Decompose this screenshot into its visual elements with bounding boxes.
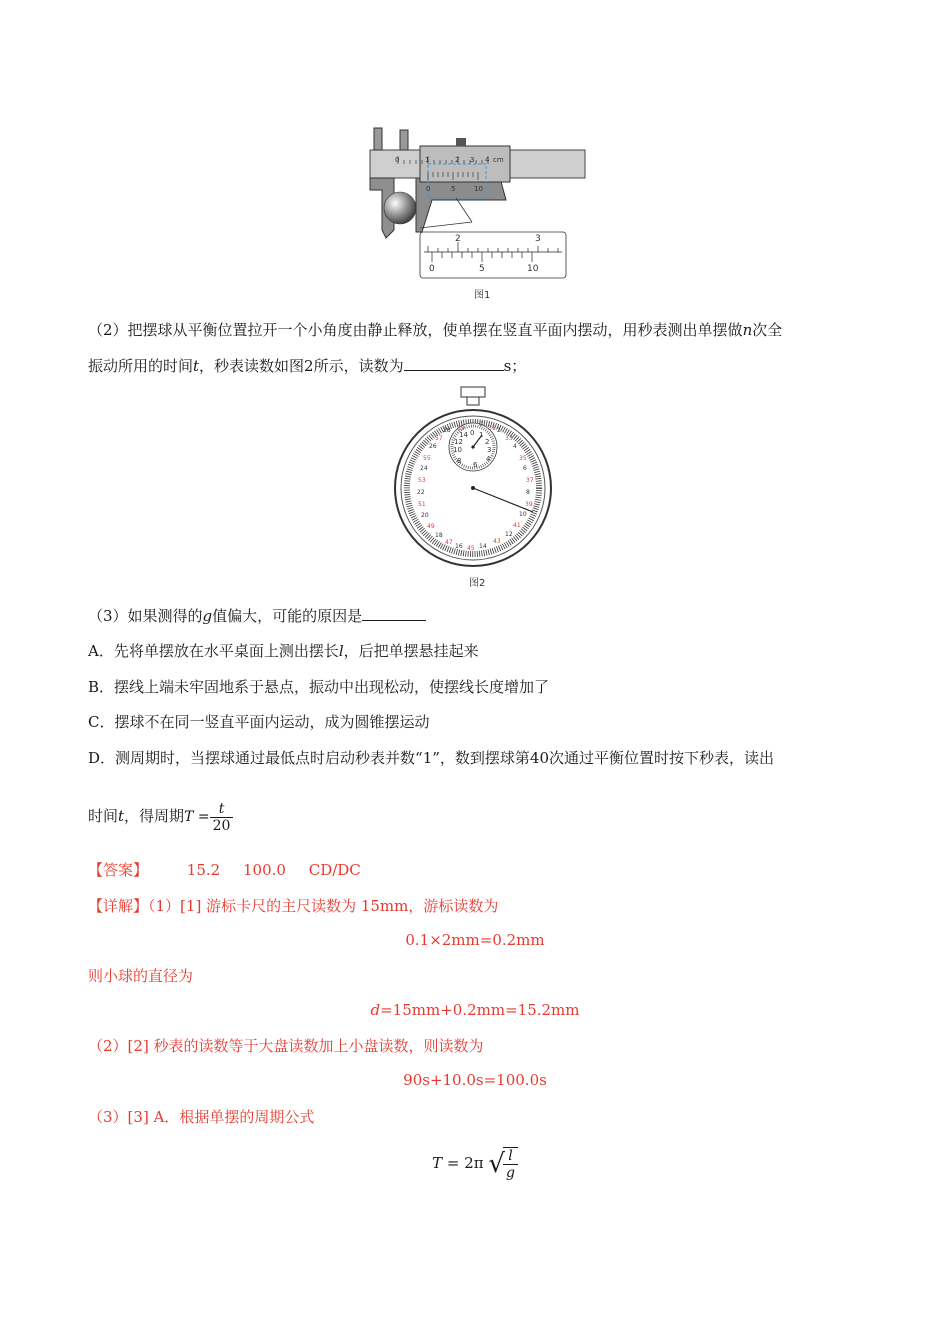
detail-eq-2: d=15mm+0.2mm=15.2mm bbox=[370, 1001, 580, 1019]
vernier-label: 5 bbox=[451, 185, 456, 193]
formula-fraction: $\frac{t}{20}$ bbox=[210, 801, 234, 834]
detail-p1: 【详解】（1）[1] 游标卡尺的主尺读数为 15mm，游标读数为 bbox=[88, 897, 499, 915]
answer-line bbox=[88, 860, 361, 880]
outer-dial-red-label: 49 bbox=[427, 523, 435, 530]
figure-2-stopwatch bbox=[393, 385, 553, 570]
inner-dial-label: 10 bbox=[453, 446, 462, 454]
zoom-vernier-label: 10 bbox=[527, 264, 539, 274]
sqrt-sign: √ bbox=[488, 1149, 505, 1179]
detail-p3: （2）[2] 秒表的读数等于大盘读数加上小盘读数，则读数为 bbox=[88, 1037, 484, 1055]
zoom-vernier-label: 5 bbox=[479, 264, 485, 274]
inner-dial-label: 8 bbox=[457, 457, 462, 465]
outer-dial-label: 4 bbox=[513, 443, 517, 450]
inner-dial-label: 14 bbox=[459, 431, 468, 439]
q3-option-a: A．先将单摆放在水平桌面上测出摆长l，后把单摆悬挂起来 bbox=[88, 642, 479, 660]
outer-dial-label: 2 bbox=[497, 427, 501, 434]
detail-p4: （3）[3] A．根据单摆的周期公式 bbox=[88, 1108, 315, 1126]
outer-dial-label: 18 bbox=[435, 532, 443, 539]
outer-dial-red-label: 43 bbox=[493, 538, 501, 545]
outer-dial-label: 14 bbox=[479, 543, 487, 550]
inner-dial-label: 2 bbox=[485, 438, 490, 446]
outer-dial-label: 10 bbox=[519, 511, 527, 518]
figure-2-caption: 图2 bbox=[469, 578, 486, 589]
main-scale-label: 3 bbox=[470, 156, 475, 164]
inner-dial-label: 0 bbox=[470, 429, 475, 437]
caliper-drawing bbox=[360, 120, 590, 280]
detail-eq-1: 0.1×2mm=0.2mm bbox=[405, 931, 545, 949]
outer-dial-red-label: 47 bbox=[445, 539, 453, 546]
detail-eq-4: T = 2π √ $\frac{l}{g}$ bbox=[0, 1138, 950, 1188]
outer-dial-red-label: 51 bbox=[418, 501, 426, 508]
outer-dial-red-label: 53 bbox=[418, 477, 426, 484]
q3-stem: （3）如果测得的g值偏大，可能的原因是 bbox=[88, 606, 426, 626]
outer-dial-red-label: 55 bbox=[423, 455, 431, 462]
answer-blank[interactable] bbox=[404, 356, 504, 371]
detail-eq-3: 90s+10.0s=100.0s bbox=[403, 1071, 547, 1089]
zoom-main-label: 3 bbox=[535, 234, 541, 244]
answer-blank[interactable] bbox=[362, 606, 426, 621]
inner-dial-label: 1 bbox=[479, 431, 484, 439]
figure-1-caliper bbox=[360, 120, 590, 280]
inner-dial-label: 6 bbox=[473, 461, 478, 469]
q2-line-2: 振动所用的时间t，秒表读数如图2所示，读数为 s； bbox=[88, 357, 527, 375]
outer-dial-red-label: 39 bbox=[525, 501, 533, 508]
sqrt-fraction: $\frac{l}{g}$ bbox=[503, 1147, 518, 1181]
main-scale-label: 4 bbox=[485, 156, 490, 164]
answer-2: 100.0 bbox=[242, 861, 286, 879]
q3-option-b: B．摆线上端未牢固地系于悬点，振动中出现松动，使摆线长度增加了 bbox=[88, 678, 550, 696]
outer-dial-red-label: 57 bbox=[435, 435, 443, 442]
inner-dial-label: 12 bbox=[454, 438, 463, 446]
formula-T: T = bbox=[184, 809, 210, 825]
answer-label: 【答案】 bbox=[88, 861, 149, 879]
main-scale-label: 2 bbox=[455, 156, 460, 164]
answer-3: CD/DC bbox=[308, 861, 361, 879]
outer-dial-red-label: 59 bbox=[457, 425, 465, 432]
outer-dial-label: 16 bbox=[455, 543, 463, 550]
outer-dial-label: 0 bbox=[479, 421, 483, 428]
outer-dial-label: 24 bbox=[420, 465, 428, 472]
inner-dial-label: 3 bbox=[487, 446, 492, 454]
outer-dial-label: 20 bbox=[421, 512, 429, 519]
outer-dial-red-label: 35 bbox=[519, 455, 527, 462]
outer-dial-label: 28 bbox=[443, 427, 451, 434]
outer-dial-label: 12 bbox=[505, 531, 513, 538]
outer-dial-label: 22 bbox=[417, 489, 425, 496]
outer-dial-red-label: 37 bbox=[526, 477, 534, 484]
vernier-label: 10 bbox=[474, 185, 483, 193]
q3-option-c: C．摆球不在同一竖直平面内运动，成为圆锥摆运动 bbox=[88, 713, 430, 731]
unit-label: cm bbox=[493, 156, 504, 164]
q2-line-1: （2）把摆球从平衡位置拉开一个小角度由静止释放，使单摆在竖直平面内摆动，用秒表测出单摆做n次全 bbox=[88, 321, 783, 339]
outer-dial-label: 6 bbox=[523, 465, 527, 472]
main-scale-label: 1 bbox=[425, 156, 430, 164]
zoom-main-label: 2 bbox=[455, 234, 461, 244]
vernier-label: 0 bbox=[426, 185, 431, 193]
outer-dial-label: 26 bbox=[429, 443, 437, 450]
inner-dial-label: 4 bbox=[486, 455, 491, 463]
q3-option-d: D．测周期时，当摆球通过最低点时启动秒表并数“1”，数到摆球第40次通过平衡位置时按下秒表，读出 bbox=[88, 749, 774, 767]
outer-dial-red-label: 45 bbox=[467, 545, 475, 552]
outer-dial-red-label: 31 bbox=[488, 425, 496, 432]
detail-label: 【详解】 bbox=[88, 897, 149, 915]
zoom-vernier-label: 0 bbox=[429, 264, 435, 274]
detail-p2: 则小球的直径为 bbox=[88, 967, 194, 985]
q3-option-d-line-2: 时间t，得周期T = $\frac{t}{20}$ bbox=[88, 796, 233, 836]
outer-dial-label: 8 bbox=[526, 489, 530, 496]
answer-1: 15.2 bbox=[186, 861, 221, 879]
main-scale-label: 0 bbox=[395, 156, 400, 164]
outer-dial-red-label: 33 bbox=[505, 435, 513, 442]
outer-dial-red-label: 41 bbox=[513, 522, 521, 529]
figure-1-caption: 图1 bbox=[474, 290, 491, 301]
